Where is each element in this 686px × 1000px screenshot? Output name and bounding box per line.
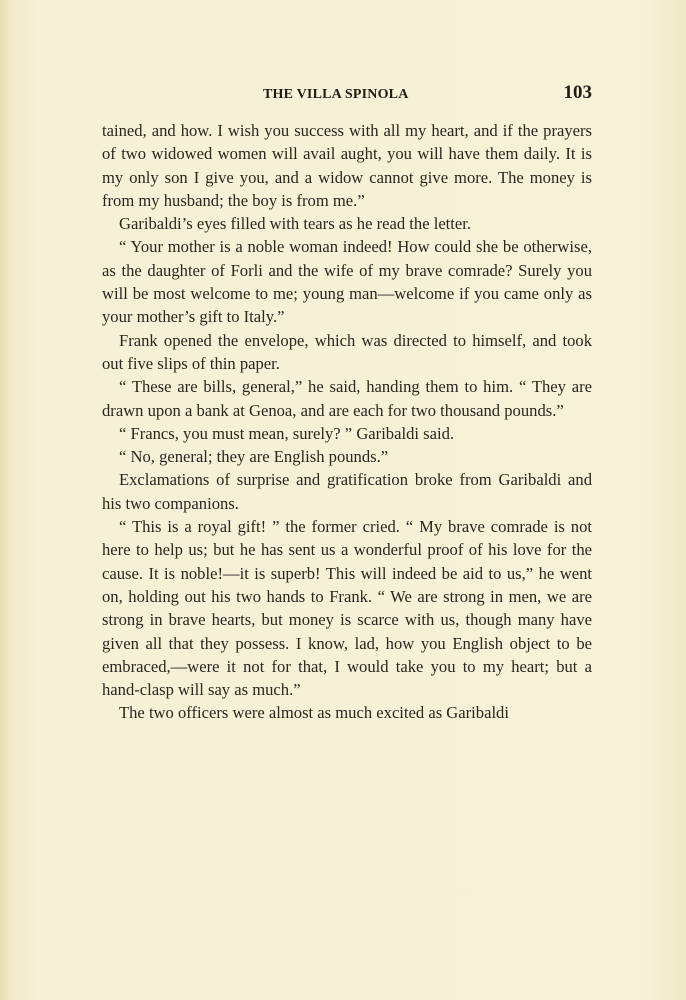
page-number: 103 xyxy=(563,82,592,103)
paragraph: The two officers were almost as much excited as Garibaldi xyxy=(119,703,509,723)
paragraph: “ No, general; they are English pounds.” xyxy=(119,447,389,467)
running-title: THE VILLA SPINOLA xyxy=(263,87,409,102)
body-text xyxy=(102,119,592,725)
paragraph: Exclamations of surprise and gratification broke from Garibaldi and his two companions. xyxy=(102,470,592,513)
paragraph: “ Your mother is a noble woman indeed! How could she be otherwise, as the daughter of Forli and the wife of my brave comrade? Surely you will be most welcome to me; young man—welcome if you came only as your mother’s gift to Italy.” xyxy=(102,237,592,327)
page-header xyxy=(102,82,592,108)
paragraph: Garibaldi’s eyes filled with tears as he read the letter. xyxy=(119,214,472,234)
paragraph: Frank opened the envelope, which was directed to himself, and took out five slips of thin paper. xyxy=(102,330,592,373)
paragraph: “ This is a royal gift! ” the former cried. “ My brave comrade is not here to help us; but he has sent us a wonderful proof of his love for the cause. It is noble!—it is superb! This will indeed be aid to us,” he went on, holding out his two hands to Frank. “ We are strong in men, we are strong in brave hearts, but money is scarce with us, though many have given all that they possess. I know, lad, how you English object to be embraced,—were it not for that, I would take you to my heart; but a hand-clasp will say as much.” xyxy=(102,517,592,700)
paragraph: “ These are bills, general,” he said, handing them to him. “ They are drawn upon a bank at Genoa, and are each for two thousand pounds.” xyxy=(102,377,592,420)
page-edge-shadow xyxy=(0,0,10,1000)
paragraph: “ Francs, you must mean, surely? ” Garibaldi said. xyxy=(119,423,455,443)
paragraph: tained, and how. I wish you success with all my heart, and if the prayers of two widowed women will avail aught, you will have them daily. It is my only son I give you, and a widow cannot give more. The money is from my husband; the boy is from me.” xyxy=(102,121,592,210)
